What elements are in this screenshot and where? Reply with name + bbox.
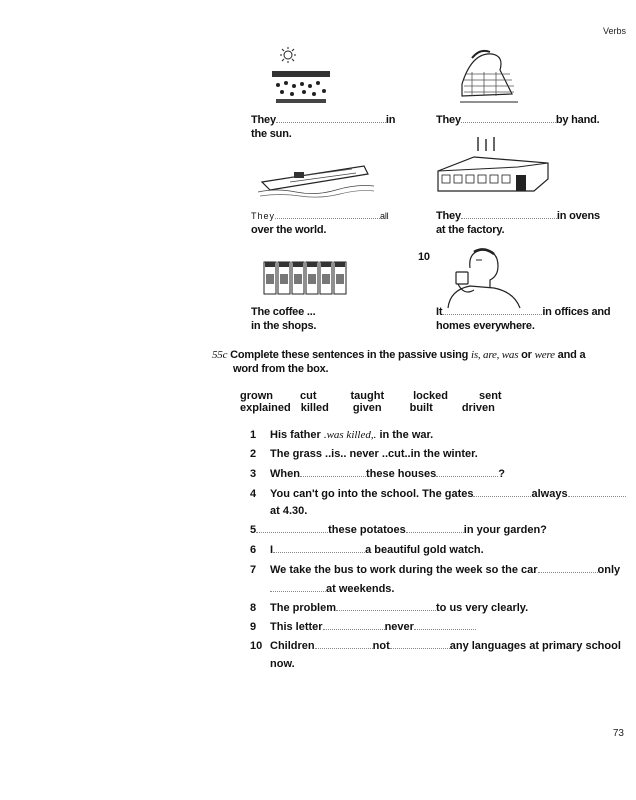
picture-2-caption: They by hand. [436,114,600,126]
section-header: Verbs [602,26,626,36]
exercise-item-7: 7 We take the bus to work during the week so the car only [250,564,621,576]
exercise-item-4: 4 You can't go into the school. The gates always [250,487,626,500]
sun-drying-illustration [270,45,332,107]
word-box-row-2 [240,402,528,414]
picture-4-caption: They in ovens at the factory. [436,210,600,236]
exercise-item-1: 1 His father .was killed,. in the war. [250,429,434,441]
word: locked [413,390,448,402]
factory-illustration [434,135,554,195]
word-box-row-1 [240,390,528,402]
word: sent [478,390,502,402]
man-drinking-coffee-illustration [444,246,524,310]
picture-6-number: 10 [418,251,430,263]
page-number: 73 [612,728,624,739]
picture-1-caption: They in the sun. [251,114,396,140]
word: taught [350,390,385,402]
word: given [352,402,382,414]
ship-illustration [256,156,376,198]
word: built [409,402,433,414]
exercise-item-6: 6 I a beautiful gold watch. [250,544,484,556]
picture-3-caption: They all over the world. [251,211,389,236]
coffee-jars-illustration [262,258,352,298]
exercise-item-2: 2 The grass ..is.. never ..cut..in the winter. [250,448,478,460]
word: explained [240,402,291,414]
example-answer: .was killed,. [323,429,377,441]
word: grown [240,390,273,402]
exercise-item-8: 8 The problem to us very clearly. [250,602,529,614]
exercise-number: 55c [212,349,228,361]
handmade-craft-illustration [452,44,522,108]
exercise-item-10: 10 Children not any languages at primary school [250,640,621,652]
exercise-instruction: 55c Complete these sentences in the passive using is, are, was or were and a word from the box. [212,349,586,375]
word: driven [461,402,495,414]
exercise-item-4-line-2: at 4.30. [270,505,308,517]
exercise-item-3: 3 When these houses ? [250,468,505,480]
word: killed [300,402,329,414]
word-box [240,390,528,414]
exercise-item-7-line-2: at weekends. [270,582,394,595]
word: cut [300,390,317,402]
exercise-item-9: 9 This letter never [250,620,476,633]
picture-5-caption: The coffee ... in the shops. [251,306,317,332]
picture-6-caption: It in offices and homes everywhere. [436,306,611,332]
exercise-item-5: 5 these potatoes in your garden? [250,524,547,536]
exercise-item-10-line-2: now. [270,658,295,670]
